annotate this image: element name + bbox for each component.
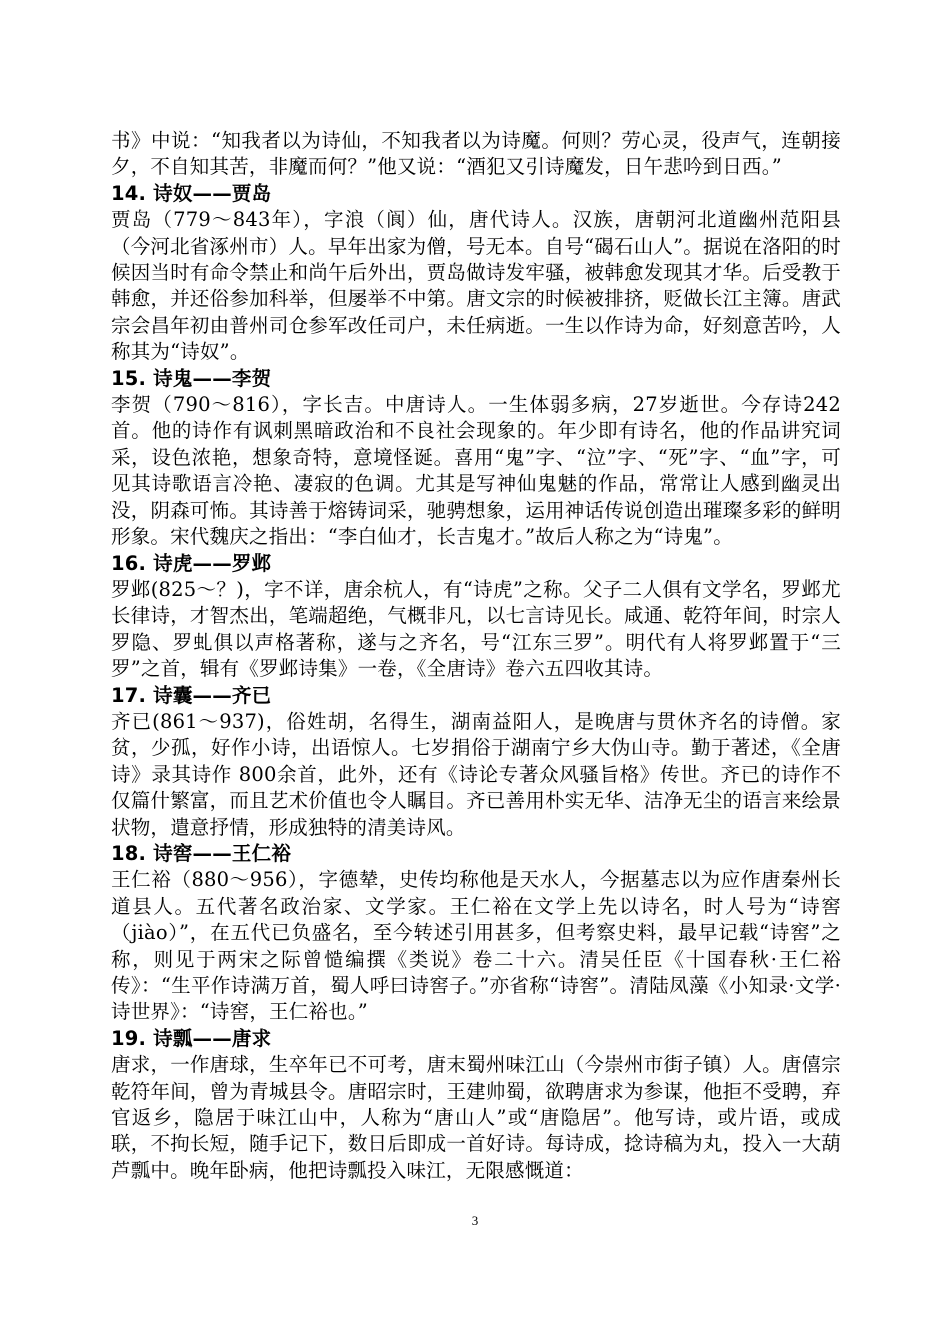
section-heading-16: 16. 诗虎——罗邺 [111,551,272,575]
intro-paragraph: 书》中说：“知我者以为诗仙，不知我者以为诗魔。何则？劳心灵，役声气，连朝接夕，不自知其苦，非魔而何？”他又说：“酒犯又引诗魔发，日午悲吟到日西。” [111,129,841,179]
section-body-18: 王仁裕（880～956），字德辇，史传均称他是天水人，今据墓志以为应作唐秦州长道县人。五代著名政治家、文学家。王仁裕在文学上先以诗名，时人号为“诗窖（jiào）”，在五代已负盛名，至今转述引用甚多，但考察史料，最早记载“诗窖”之称，则见于两宋之际曾慥编撰《类说》卷二十六。清吴任臣《十国春秋·王仁裕传》：“生平作诗满万首，蜀人呼曰诗窖子。”亦省称“诗窖”。清陆凤藻《小知录·文学·诗世界》：“诗窖，王仁裕也。” [111,868,841,1024]
section-body-15: 李贺（790～816），字长吉。中唐诗人。一生体弱多病，27岁逝世。今存诗242首。他的诗作有讽刺黑暗政治和不良社会现象的。年少即有诗名，他的作品讲究词采，设色浓艳，想象奇特，意境怪诞。喜用“鬼”字、“泣”字、“死”字、“血”字，可见其诗歌语言冷艳、凄寂的色调。尤其是写神仙鬼魅的作品，常常让人感到幽灵出没，阴森可怖。其诗善于熔铸词采，驰骋想象，运用神话传说创造出璀璨多彩的鲜明形象。宋代魏庆之指出：“李白仙才，长吉鬼才。”故后人称之为“诗鬼”。 [111,393,841,549]
page-number: 3 [471,1213,479,1228]
section-body-19: 唐求，一作唐球，生卒年已不可考，唐末蜀州味江山（今崇州市街子镇）人。唐僖宗乾符年间，曾为青城县令。唐昭宗时，王建帅蜀，欲聘唐求为参谋，他拒不受聘，弃官返乡，隐居于味江山中，人称为“唐山人”或“唐隐居”。他写诗，或片语，或成联，不拘长短，随手记下，数日后即成一首好诗。每诗成，捻诗稿为丸，投入一大葫芦瓢中。晚年卧病，他把诗瓢投入味江，无限感慨道： [111,1053,841,1182]
section-body-14: 贾岛（779～843年），字浪（阆）仙，唐代诗人。汉族，唐朝河北道幽州范阳县（今河北省涿州市）人。早年出家为僧，号无本。自号“碣石山人”。据说在洛阳的时候因当时有命令禁止和尚午后外出，贾岛做诗发牢骚，被韩愈发现其才华。后受教于韩愈，并还俗参加科举，但屡举不中第。唐文宗的时候被排挤，贬做长江主簿。唐武宗会昌年初由普州司仓参军改任司户，未任病逝。一生以作诗为命，好刻意苦吟，人称其为“诗奴”。 [111,208,841,364]
section-heading-14: 14. 诗奴——贾岛 [111,181,272,205]
page-content [111,128,841,1184]
section-heading-15: 15. 诗鬼——李贺 [111,366,272,390]
section-heading-18: 18. 诗窖——王仁裕 [111,841,292,865]
section-body-16: 罗邺(825～？)，字不详，唐余杭人，有“诗虎”之称。父子二人俱有文学名，罗邺尤长律诗，才智杰出，笔端超绝，气概非凡，以七言诗见长。咸通、乾符年间，时宗人罗隐、罗虬俱以声格著称，遂与之齐名，号“江东三罗”。明代有人将罗邺置于“三罗”之首，辑有《罗邺诗集》一卷，《全唐诗》卷六五四收其诗。 [111,577,841,681]
section-body-17: 齐已(861～937)，俗姓胡，名得生，湖南益阳人，是晚唐与贯休齐名的诗僧。家贫，少孤，好作小诗，出语惊人。七岁捐俗于湖南宁乡大伪山寺。勤于著述，《全唐诗》录其诗作 800余首，此外，还有《诗论专著众风骚旨格》传世。齐已的诗作不仅篇什繁富，而且艺术价值也令人瞩目。齐已善用朴实无华、洁净无尘的语言来绘景状物，遣意抒情，形成独特的清美诗风。 [111,709,841,839]
section-heading-17: 17. 诗囊——齐已 [111,683,272,707]
section-heading-19: 19. 诗瓢——唐求 [111,1026,272,1050]
